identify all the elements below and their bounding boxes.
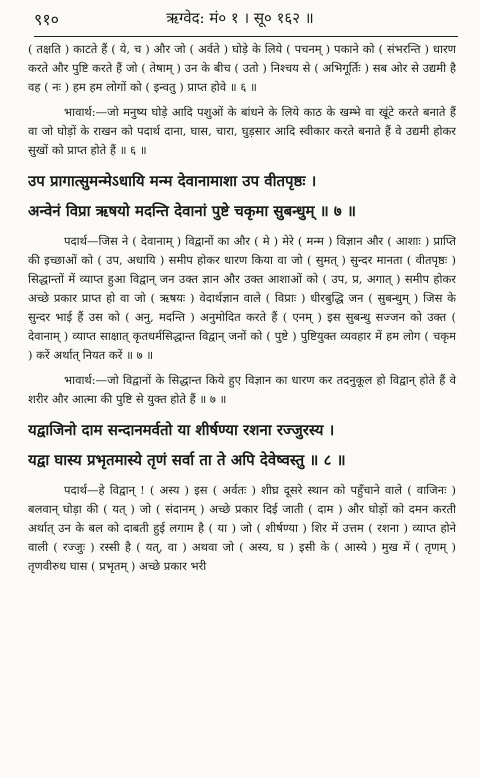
bhavartha-paragraph-6: भावार्थ:—जो मनुष्य घोड़े आदि पशुओं के बांधने के लिये काठ के खम्भे वा खूंटे करते बनाते हैं वा जो घोड़ों के राखन को पदार्थ दाना, घास, चारा, घुड़सार आदि स्वीकार करते बनाते हैं वे उद्यमी होकर सुखों को प्राप्त होते हैं ॥ ६ ॥ bbox=[28, 105, 456, 157]
mantra-8 bbox=[28, 415, 456, 475]
mantra-7-line-1: उप प्रागात्सुमन्मेऽधायि मन्म देवानामाशा उप वीतपृष्ठः । bbox=[28, 172, 317, 190]
page-number: ९१० bbox=[34, 10, 59, 29]
mantra-7-line-2: अन्वेनं विप्रा ऋषयो मदन्ति देवानां पुष्टे चकृमा सुबन्धुम् ॥ ७ ॥ bbox=[28, 202, 356, 220]
mantra-8-line-1: यद्वाजिनो दाम सन्दानमर्वतो या शीर्षण्या रशना रज्जुरस्य । bbox=[28, 421, 335, 439]
padartha-paragraph-6-end: ( तक्षति ) काटते हैं ( ये, च ) और जो ( अर्वते ) घोड़े के लिये ( पचनम् ) पकाने को ( संभरन्ति ) धारण करते और पुष्टि करते हैं जो ( तेषाम् ) उन के बीच ( उतो ) निश्चय से ( अभिगूर्तिः ) सब ओर से उद्यमी है वह ( नः ) हम हम लोगों को ( इन्वतु ) प्राप्त होवे ॥ ६ ॥ bbox=[28, 42, 456, 94]
padartha-paragraph-8: पदार्थ—हे विद्वान् ! ( अस्य ) इस ( अर्वतः ) शीघ्र दूसरे स्थान को पहुँचाने वाले ( वाजिनः ) बलवान् घोड़ा की ( यत् ) जो ( संदानम् ) अच्छे प्रकार दिई जाती ( दाम ) और घोड़ों को दमन करती अर्थात् उन के बल को दाबती हुई लगाम है ( या ) जो ( शीर्षण्या ) शिर में उत्तम ( रशना ) व्याप्त होने वाली ( रज्जुः ) रस्सी है ( यत्, वा ) अथवा जो ( अस्य, घ ) इसी के ( आस्ये ) मुख में ( तृणम् ) तृणवीरुध घास ( प्रभृतम् ) अच्छे प्रकार भरी bbox=[28, 483, 456, 573]
page-body bbox=[28, 40, 456, 582]
mantra-7 bbox=[28, 166, 456, 226]
padartha-paragraph-7: पदार्थ—जिस ने ( देवानाम् ) विद्वानों का और ( मे ) मेरे ( मन्म ) विज्ञान और ( आशाः ) प्राप्ति की इच्छाओं को ( उप, अधायि ) समीप होकर धारण किया वा जो ( सुमत् ) सुन्दर मानता ( वीतपृष्ठः ) सिद्धान्तों में व्याप्त हुआ विद्वान् जन उक्त ज्ञान और उक्त आशाओं को ( उप, प्र, अगात् ) समीप होकर अच्छे प्रकार प्राप्त हो वा जो ( ऋषयः ) वेदार्थज्ञान वाले ( विप्राः ) धीरबुद्धि जन ( सुबन्धुम् ) जिस के सुन्दर भाई हैं उस को ( अनु, मदन्ति ) अनुमोदित करते हैं ( एनम् ) इस सुबन्धु सज्जन को उक्त ( देवानाम् ) व्याप्त साक्षात् कृतधर्मसिद्धान्त विद्वान् जनों को ( पुष्टे ) पुष्टियुक्त व्यवहार में हम लोग ( चकृम ) करें अर्थात् नियत करें ॥ ७ ॥ bbox=[28, 234, 456, 362]
bhavartha-paragraph-7: भावार्थ:—जो विद्वानों के सिद्धान्त किये हुए विज्ञान का धारण कर तदनुकूल हो विद्वान् होते हैं वे शरीर और आत्मा की पुष्टि से युक्त होते हैं ॥ ७ ॥ bbox=[28, 373, 456, 406]
header-rule bbox=[34, 36, 458, 37]
mantra-8-line-2: यद्वा घास्य प्रभृतमास्ये तृणं सर्वा ता ते अपि देवेष्वस्तु ॥ ८ ॥ bbox=[28, 451, 346, 469]
running-title: ऋग्वेद: मं० १ । सू० १६२ ॥ bbox=[166, 9, 314, 27]
page-header bbox=[0, 6, 480, 32]
